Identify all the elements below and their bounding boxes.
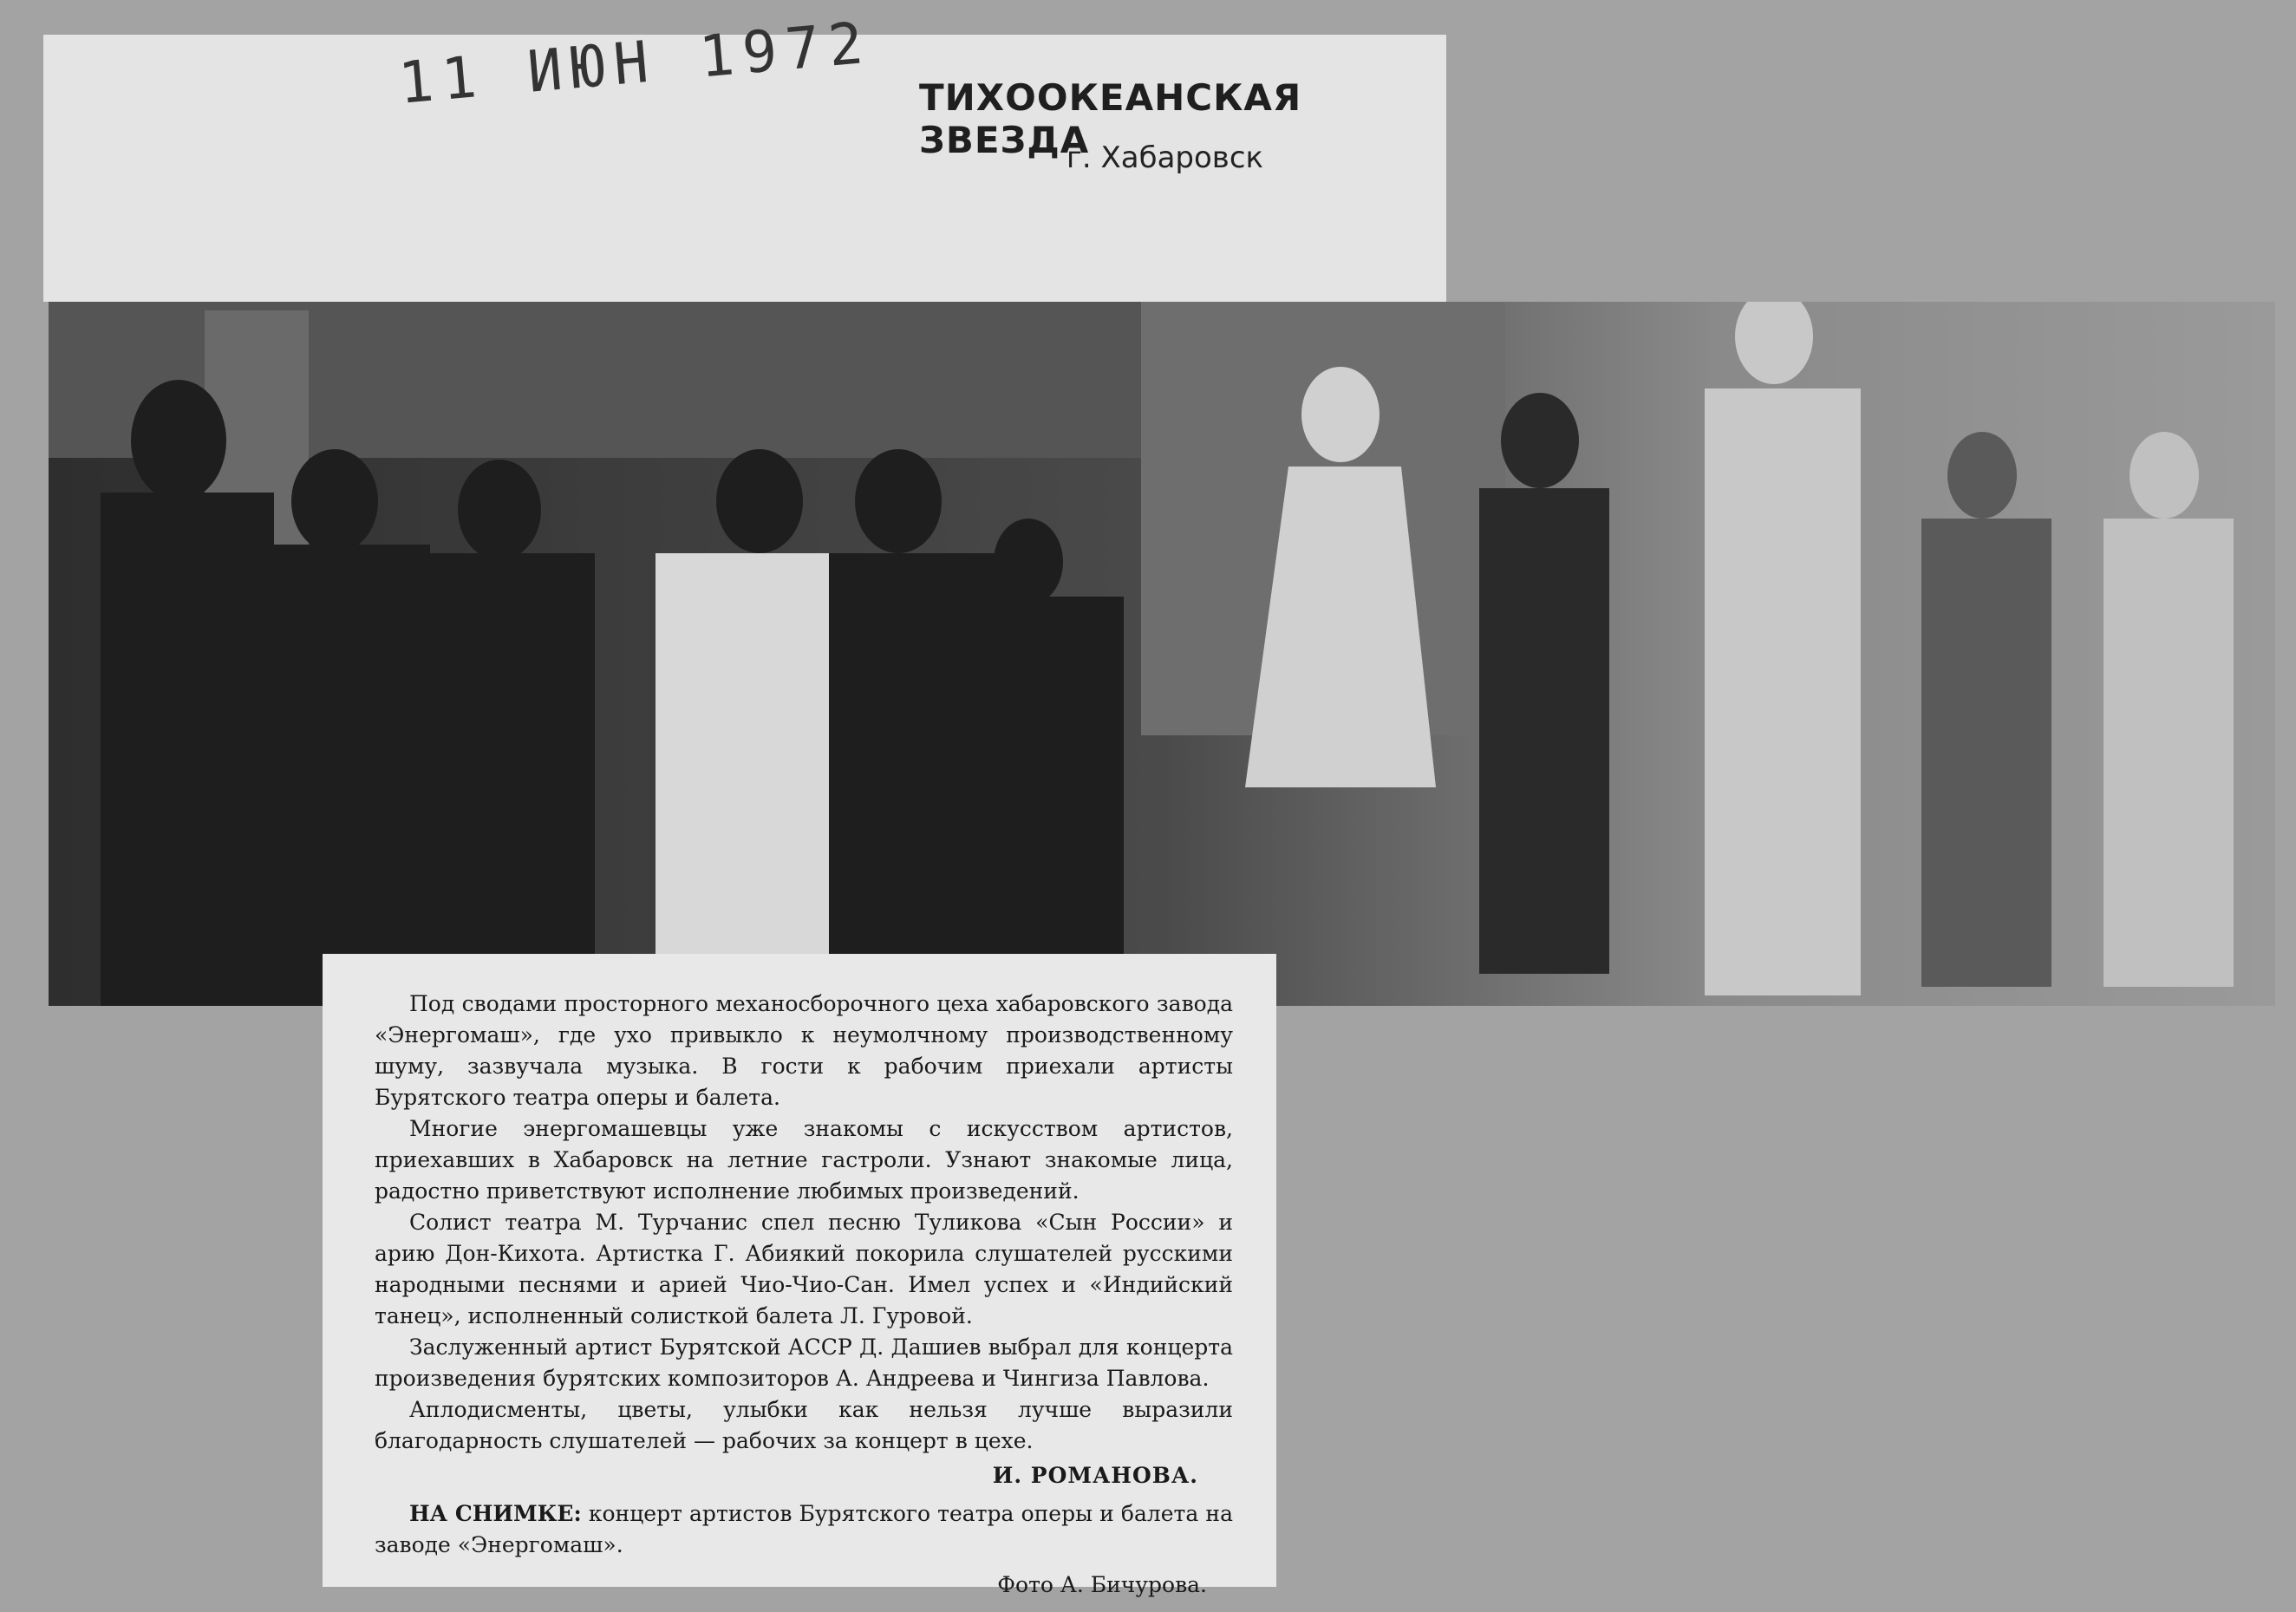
article-paragraph: Солист театра М. Турчанис спел песню Туликова «Сын России» и арию Дон-Кихота. Артистка Г. Абиякий покорила слушателей русскими народными песнями и арией Чио-Чио-Сан. Имел успех и «Индийский танец», исполненный солисткой балета Л. Гуровой.	[375, 1210, 1233, 1328]
caption-text: концерт артистов Бурятского театра оперы и балета на заводе «Энергомаш».	[375, 1501, 1233, 1557]
concert-photo	[49, 302, 2275, 1006]
article-paragraph: Заслуженный артист Бурятской АССР Д. Дашиев выбрал для концерта произведения бурятских композиторов А. Андреева и Чингиза Павлова.	[375, 1335, 1233, 1391]
article-paragraph: Под сводами просторного механосборочного цеха хабаровского завода «Энергомаш», где ухо привыкло к неумолчному производственному шуму, зазвучала музыка. В гости к рабочим приехали артисты Бурятского театра оперы и балета.	[375, 991, 1233, 1110]
article-paragraph: Многие энергомашевцы уже знакомы с искусством артистов, приехавших в Хабаровск на летние гастроли. Узнают знакомые лица, радостно приветствуют исполнение любимых произведений.	[375, 1116, 1233, 1204]
article-text	[323, 954, 1276, 1597]
photo-concert-icon	[49, 302, 2275, 1006]
date-stamp: 11 ИЮН 1972	[395, 9, 875, 117]
article-paragraph: Аплодисменты, цветы, улыбки как нельзя лучше выразили благодарность слушателей — рабочих за концерт в цехе.	[375, 1397, 1233, 1453]
newspaper-city: г. Хабаровск	[1066, 140, 1264, 175]
photo-caption	[375, 1498, 1233, 1561]
newspaper-title: ТИХООКЕАНСКАЯ ЗВЕЗДА	[919, 76, 1302, 161]
caption-label: НА СНИМКЕ:	[409, 1501, 582, 1526]
article-author: И. РОМАНОВА.	[992, 1463, 1198, 1488]
clipping-header	[43, 9, 1446, 302]
photo-credit: Фото А. Бичурова.	[997, 1572, 1207, 1597]
